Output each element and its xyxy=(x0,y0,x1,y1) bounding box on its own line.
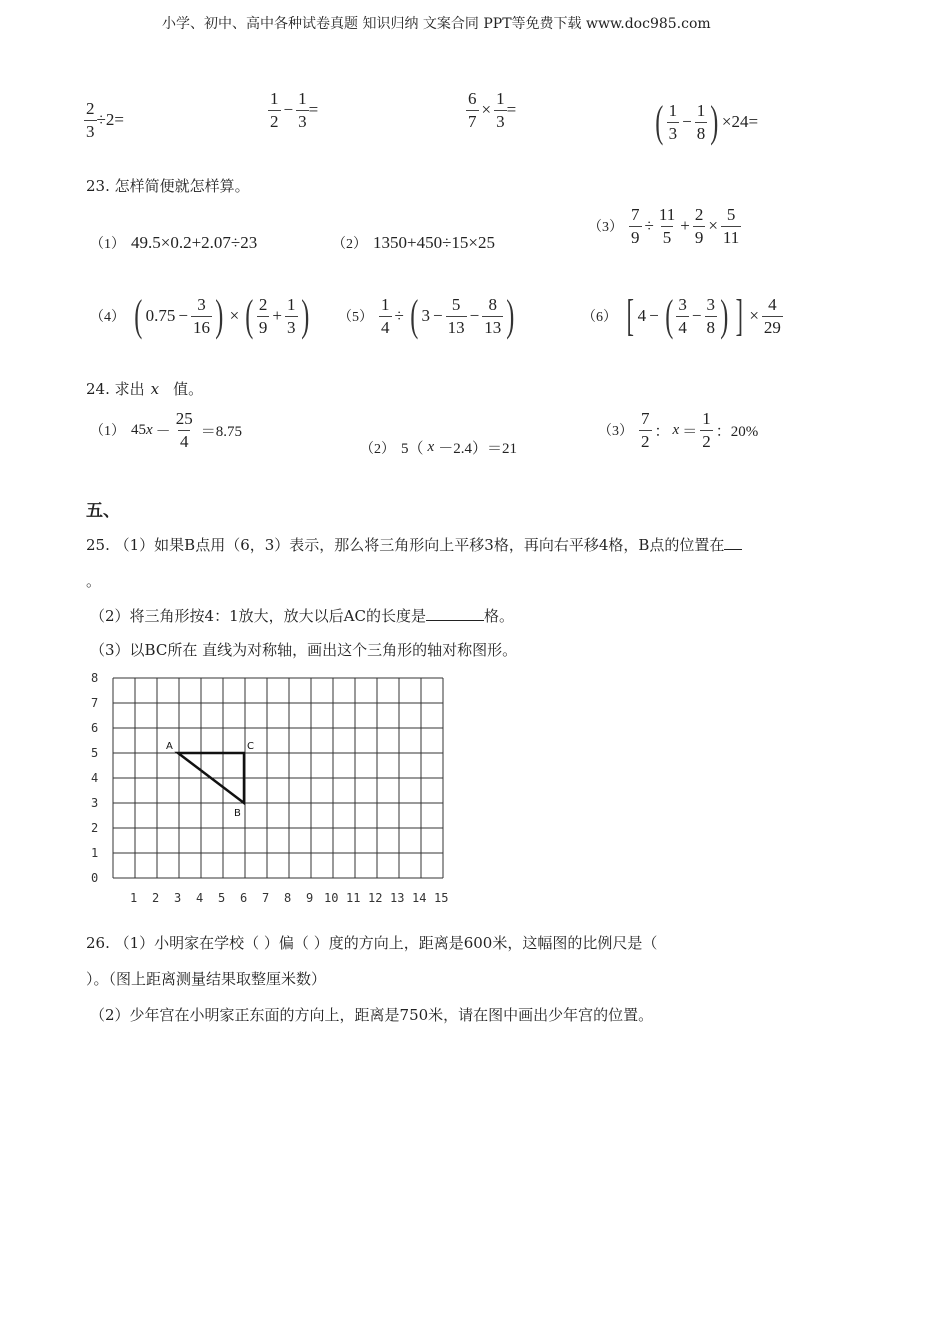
x-axis-label: 13 xyxy=(390,891,405,905)
y-axis-label: 1 xyxy=(91,846,99,860)
x-axis-label: 3 xyxy=(174,891,182,905)
calc-expr-2: $\frac{1}{2}$ − $\frac{1}{3}$ = xyxy=(270,89,319,131)
x-axis-label: 15 xyxy=(434,891,449,905)
point-c-label: C xyxy=(247,741,254,752)
q25-line1: 25. （1）如果B点用（6，3）表示，那么将三角形向上平移3格，再向右平移4格，B点的位置在 xyxy=(86,534,742,555)
y-axis-label: 8 xyxy=(91,671,99,685)
calc-expr-3: $\frac{6}{7}$ × $\frac{1}{3}$ = xyxy=(468,89,517,131)
q25-line1-end: 。 xyxy=(86,572,102,590)
q24-part3: （3） $\frac{7}{2}$ ： x ＝ $\frac{1}{2}$ ：20% xyxy=(598,409,759,451)
x-axis-label: 1 xyxy=(130,891,138,905)
point-a-label: A xyxy=(166,741,173,752)
x-axis-label: 2 xyxy=(152,891,160,905)
q23-part2: （2） 1350+450÷15×25 xyxy=(332,233,496,252)
x-axis-label: 6 xyxy=(240,891,248,905)
q25-line3: （3）以BC所在 直线为对称轴，画出这个三角形的轴对称图形。 xyxy=(90,641,518,659)
y-axis-labels xyxy=(91,671,98,885)
y-axis-label: 0 xyxy=(91,871,99,885)
q24-title: 24. 求出 x 值。 xyxy=(86,380,204,398)
q26-line1: 26. （1）小明家在学校（ ）偏（ ）度的方向上，距离是600米，这幅图的比例尺是（ xyxy=(86,934,658,952)
x-axis-labels xyxy=(130,891,448,905)
y-axis-label: 5 xyxy=(91,746,99,760)
calc-expr-1: $\frac{2}{3}$ ÷2= xyxy=(86,99,124,141)
q25-line2: （2）将三角形按4：1放大，放大以后AC的长度是 格。 xyxy=(90,607,514,625)
q23-part3: （3） $\frac{7}{9}$ ÷ $\frac{11}{5}$ + $\frac{2}{9}$ × $\frac{5}{11}$ xyxy=(588,205,740,247)
q23-part6: （6） [ 4 − ( $\frac{3}{4}$ − $\frac{3}{8}$ ) ] × $\frac{4}{29}$ xyxy=(582,291,781,340)
x-axis-label: 14 xyxy=(412,891,427,905)
x-axis-label: 8 xyxy=(284,891,292,905)
x-axis-label: 9 xyxy=(306,891,314,905)
y-axis-label: 2 xyxy=(91,821,99,835)
y-axis-label: 6 xyxy=(91,721,99,735)
y-axis-label: 3 xyxy=(91,796,99,810)
page-header: 小学、初中、高中各种试卷真题 知识归纳 文案合同 PPT等免费下载 www.doc985.com xyxy=(162,16,711,32)
y-axis-label: 7 xyxy=(91,696,99,710)
q24-part2: （2） 5（ x －2.4）＝21 xyxy=(360,439,517,457)
x-axis-label: 4 xyxy=(196,891,204,905)
q23-title: 23. 怎样简便就怎样算。 xyxy=(86,177,250,195)
x-axis-label: 5 xyxy=(218,891,226,905)
q24-part1: （1） 45 x － $\frac{25}{4}$ ＝8.75 xyxy=(90,409,242,451)
x-axis-label: 10 xyxy=(324,891,339,905)
x-axis-label: 12 xyxy=(368,891,383,905)
q23-part4: （4） ( 0.75 − $\frac{3}{16}$ ) × ( $\frac{2}{9}$ + $\frac{1}{3}$ ) xyxy=(90,291,309,340)
q23-part1: （1） 49.5×0.2+2.07÷23 xyxy=(90,233,258,252)
x-axis-label: 11 xyxy=(346,891,361,905)
coordinate-grid xyxy=(80,668,460,912)
q26-line3: （2）少年宫在小明家正东面的方向上，距离是750米，请在图中画出少年宫的位置。 xyxy=(90,1006,654,1024)
grid-lines xyxy=(113,678,443,878)
y-axis-label: 4 xyxy=(91,771,99,785)
section-5-heading: 五、 xyxy=(86,501,120,521)
point-b-label: B xyxy=(234,808,241,819)
q23-part5: （5） $\frac{1}{4}$ ÷ ( 3 − $\frac{5}{13}$ − $\frac{8}{13}$ ) xyxy=(338,291,515,340)
x-axis-label: 7 xyxy=(262,891,270,905)
q26-line2: ）。（图上距离测量结果取整厘米数） xyxy=(86,970,327,988)
calc-expr-4: ( $\frac{1}{3}$ − $\frac{1}{8}$ ) ×24= xyxy=(655,97,759,146)
